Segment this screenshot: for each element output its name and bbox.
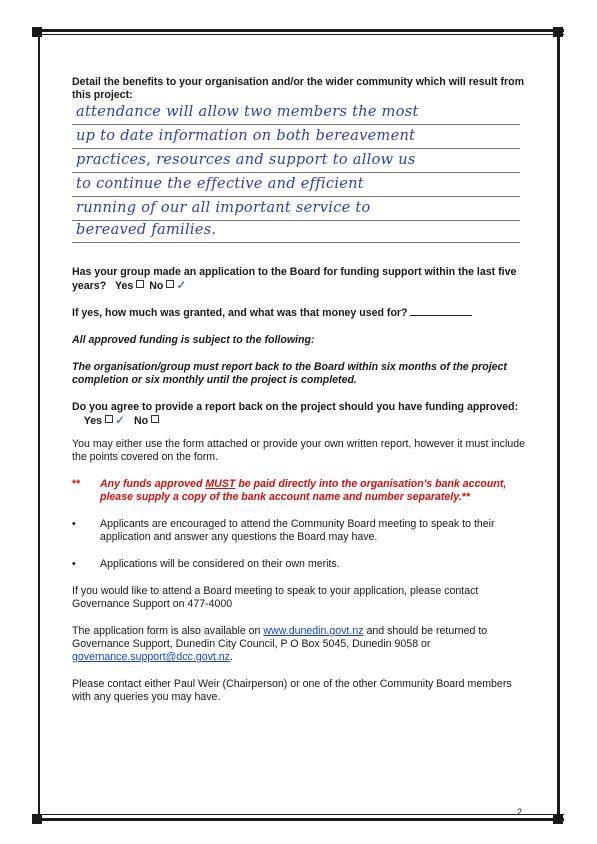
frame-corner xyxy=(553,27,563,37)
funds-notice xyxy=(72,478,526,504)
frame-corner xyxy=(553,814,563,824)
report-condition: The organisation/group must report back to the Board within six months of the project completion or six monthly until the project is completed. xyxy=(72,361,507,386)
funding-no-label: No xyxy=(149,280,164,292)
bullet-icon: • xyxy=(72,518,76,530)
handwritten-line: bereaved families. xyxy=(76,222,217,238)
frame-top-inner-border xyxy=(34,34,564,35)
granted-question xyxy=(72,307,526,320)
benefits-question: Detail the benefits to your organisation and/or the wider community which will result from this project: xyxy=(72,76,525,101)
agree-question-text: Do you agree to provide a report back on the project should you have funding approved: xyxy=(72,401,519,413)
answer-line xyxy=(72,242,520,243)
answer-line xyxy=(72,220,520,221)
notice-stars: ** xyxy=(72,478,81,490)
form-content xyxy=(72,76,526,704)
availability-note xyxy=(72,625,526,664)
agree-yes-label: Yes xyxy=(83,415,103,427)
handwritten-line: attendance will allow two members the most xyxy=(76,104,419,120)
funding-question xyxy=(72,266,526,293)
agree-no-checkbox[interactable] xyxy=(151,415,159,423)
funds-notice-pre: Any funds approved xyxy=(100,478,206,490)
granted-question-text: If yes, how much was granted, and what was that money used for? xyxy=(72,307,408,319)
answer-line xyxy=(72,172,520,173)
answer-line xyxy=(72,196,520,197)
funding-question-text: Has your group made an application to the Board for funding support within the last five years? xyxy=(72,266,517,292)
frame-bottom-inner-border xyxy=(34,814,564,815)
email-link[interactable]: governance.support@dcc.govt.nz xyxy=(72,651,230,663)
funding-yes-label: Yes xyxy=(115,280,134,292)
bullet-icon: • xyxy=(72,558,76,570)
attend-note: If you would like to attend a Board meeting to speak to your application, please contact Governance Support on 477-4000 xyxy=(72,585,479,610)
frame-bottom-border xyxy=(34,818,564,821)
frame-right-border xyxy=(557,29,560,821)
frame-corner xyxy=(32,814,42,824)
handwritten-line: to continue the effective and efficient xyxy=(76,176,364,192)
funding-no-checkbox[interactable] xyxy=(166,280,174,288)
frame-top-border xyxy=(34,29,564,32)
website-link[interactable]: www.dunedin.govt.nz xyxy=(263,625,364,637)
frame-left-border xyxy=(38,29,40,821)
funds-notice-text xyxy=(100,478,526,504)
funds-notice-post: be paid directly into the organisation's bank account, please supply a copy of the bank account name and number separately.** xyxy=(100,478,507,503)
contact-note: Please contact either Paul Weir (Chairperson) or one of the other Community Board members with any queries you may have. xyxy=(72,678,512,703)
page-number: 2 xyxy=(517,807,523,817)
bullet-item xyxy=(72,518,526,544)
bullet-text: Applications will be considered on their own merits. xyxy=(100,558,340,570)
agree-no-label: No xyxy=(133,415,149,427)
handwritten-line: running of our all important service to xyxy=(76,200,371,216)
availability-mid: and should be returned to Governance Support, Dunedin City Council, P O Box 5045, Dunedin 9058 or xyxy=(72,625,488,650)
availability-end: . xyxy=(229,651,233,663)
frame-corner xyxy=(32,27,42,37)
bullet-item xyxy=(72,558,526,571)
answer-line xyxy=(72,148,520,149)
benefits-answer-field[interactable] xyxy=(72,104,526,244)
agree-yes-checkbox[interactable] xyxy=(105,415,113,423)
funding-yes-checkbox[interactable] xyxy=(136,280,144,288)
handwritten-line: up to date information on both bereavement xyxy=(76,128,416,144)
funds-notice-must: MUST xyxy=(205,478,236,490)
checkmark-icon: ✓ xyxy=(115,413,126,427)
report-form-note: You may either use the form attached or provide your own written report, however it must include the points covered on the form. xyxy=(72,438,526,463)
answer-line xyxy=(72,124,520,125)
agree-question xyxy=(72,401,526,428)
conditions-heading: All approved funding is subject to the following: xyxy=(72,334,315,346)
checkmark-icon: ✓ xyxy=(176,278,187,292)
granted-answer-field[interactable] xyxy=(410,315,472,316)
handwritten-line: practices, resources and support to allow us xyxy=(76,152,416,168)
availability-pre: The application form is also available on xyxy=(72,625,264,637)
bullet-text: Applicants are encouraged to attend the Community Board meeting to speak to their application and answer any questions the Board may have. xyxy=(100,518,495,543)
